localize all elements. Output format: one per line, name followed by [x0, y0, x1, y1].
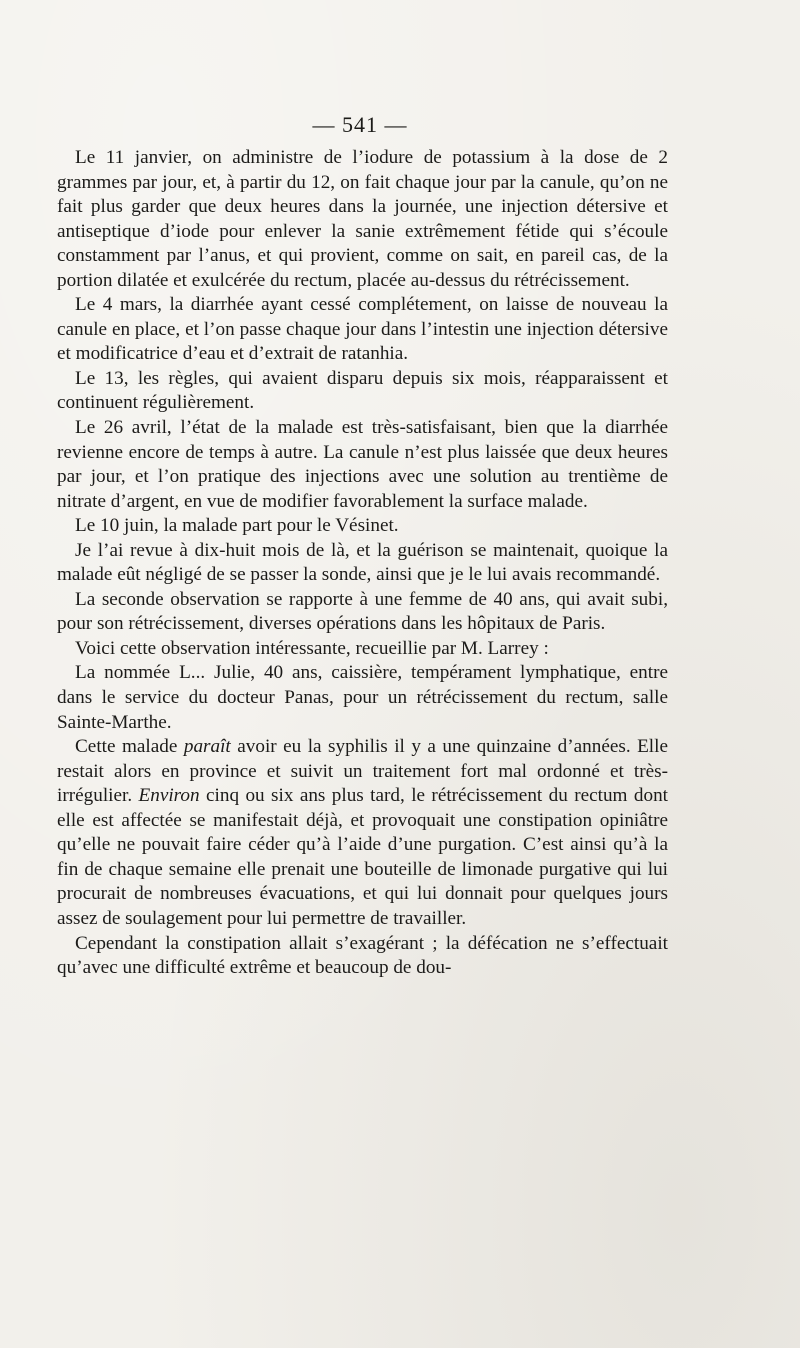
paragraph: Voici cette observation intéressante, recueillie par M. Larrey :	[75, 637, 549, 659]
paragraph: La seconde observation se rapporte à une femme de 40 ans, qui avait subi, pour son rétrécissement, diverses opérations dans les hôpitaux de Paris.	[57, 588, 668, 635]
italic-word: paraît	[183, 736, 231, 758]
paragraph: La nommée L... Julie, 40 ans, caissière, tempérament lymphatique, entre dans le service du docteur Panas, pour un rétrécissement du rectum, salle Sainte-Marthe.	[57, 662, 668, 733]
paragraph: Le 11 janvier, on administre de l’iodure de potassium à la dose de 2 grammes par jour, et, à partir du 12, on fait chaque jour par la canule, qu’on ne fait plus garder que deux heures dans la journée, une injection détersive et antiseptique d’iode pour enlever la sanie extrêmement fétide qui s’écoule constamment par l’anus, et qui provient, comme on sait, en pareil cas, de la portion dilatée et exulcérée du rectum, placée au-dessus du rétrécissement.	[57, 147, 668, 291]
paragraph: Le 4 mars, la diarrhée ayant cessé complétement, on laisse de nouveau la canule en place, et l’on passe chaque jour dans l’intestin une injection détersive et modificatrice d’eau et d’extrait de ratanhia.	[57, 294, 668, 365]
body-text	[57, 146, 668, 981]
italic-word: Environ	[138, 785, 200, 807]
paragraph	[57, 735, 668, 931]
paragraph-text: avoir eu la syphilis il y a une quinzaine d’années. Elle restait alors en province et suivit un traitement fort mal ordonné et très-irrégulier.	[57, 736, 668, 807]
paragraph: Le 13, les règles, qui avaient disparu depuis six mois, réapparaissent et continuent régulièrement.	[57, 367, 668, 414]
paragraph: Le 10 juin, la malade part pour le Vésinet.	[75, 515, 399, 537]
paragraph-text: cinq ou six ans plus tard, le rétrécissement du rectum dont elle est affectée se manifestait déjà, et provoquait une constipation opiniâtre qu’elle ne pouvait faire céder qu’à l’aide d’une purgation. C’est ainsi qu’à la fin de chaque semaine elle prenait une bouteille de limonade purgative qui lui procurait de nombreuses évacuations, et qui lui donnait pour quelques jours assez de soulagement pour lui permettre de travailler.	[57, 785, 668, 929]
paragraph-text: Cette malade	[75, 736, 184, 758]
paragraph: Le 26 avril, l’état de la malade est très-satisfaisant, bien que la diarrhée revienne encore de temps à autre. La canule n’est plus laissée que deux heures par jour, et l’on pratique des injections avec une solution au trentième de nitrate d’argent, en vue de modifier favorablement la surface malade.	[57, 417, 668, 512]
paragraph: Je l’ai revue à dix-huit mois de là, et la guérison se maintenait, quoique la malade eût négligé de se passer la sonde, ainsi que je le lui avais recommandé.	[57, 539, 668, 586]
page-number: — 541 —	[312, 112, 408, 137]
paragraph: Cependant la constipation allait s’exagérant ; la défécation ne s’effectuait qu’avec une difficulté extrême et beaucoup de dou-	[57, 932, 668, 979]
